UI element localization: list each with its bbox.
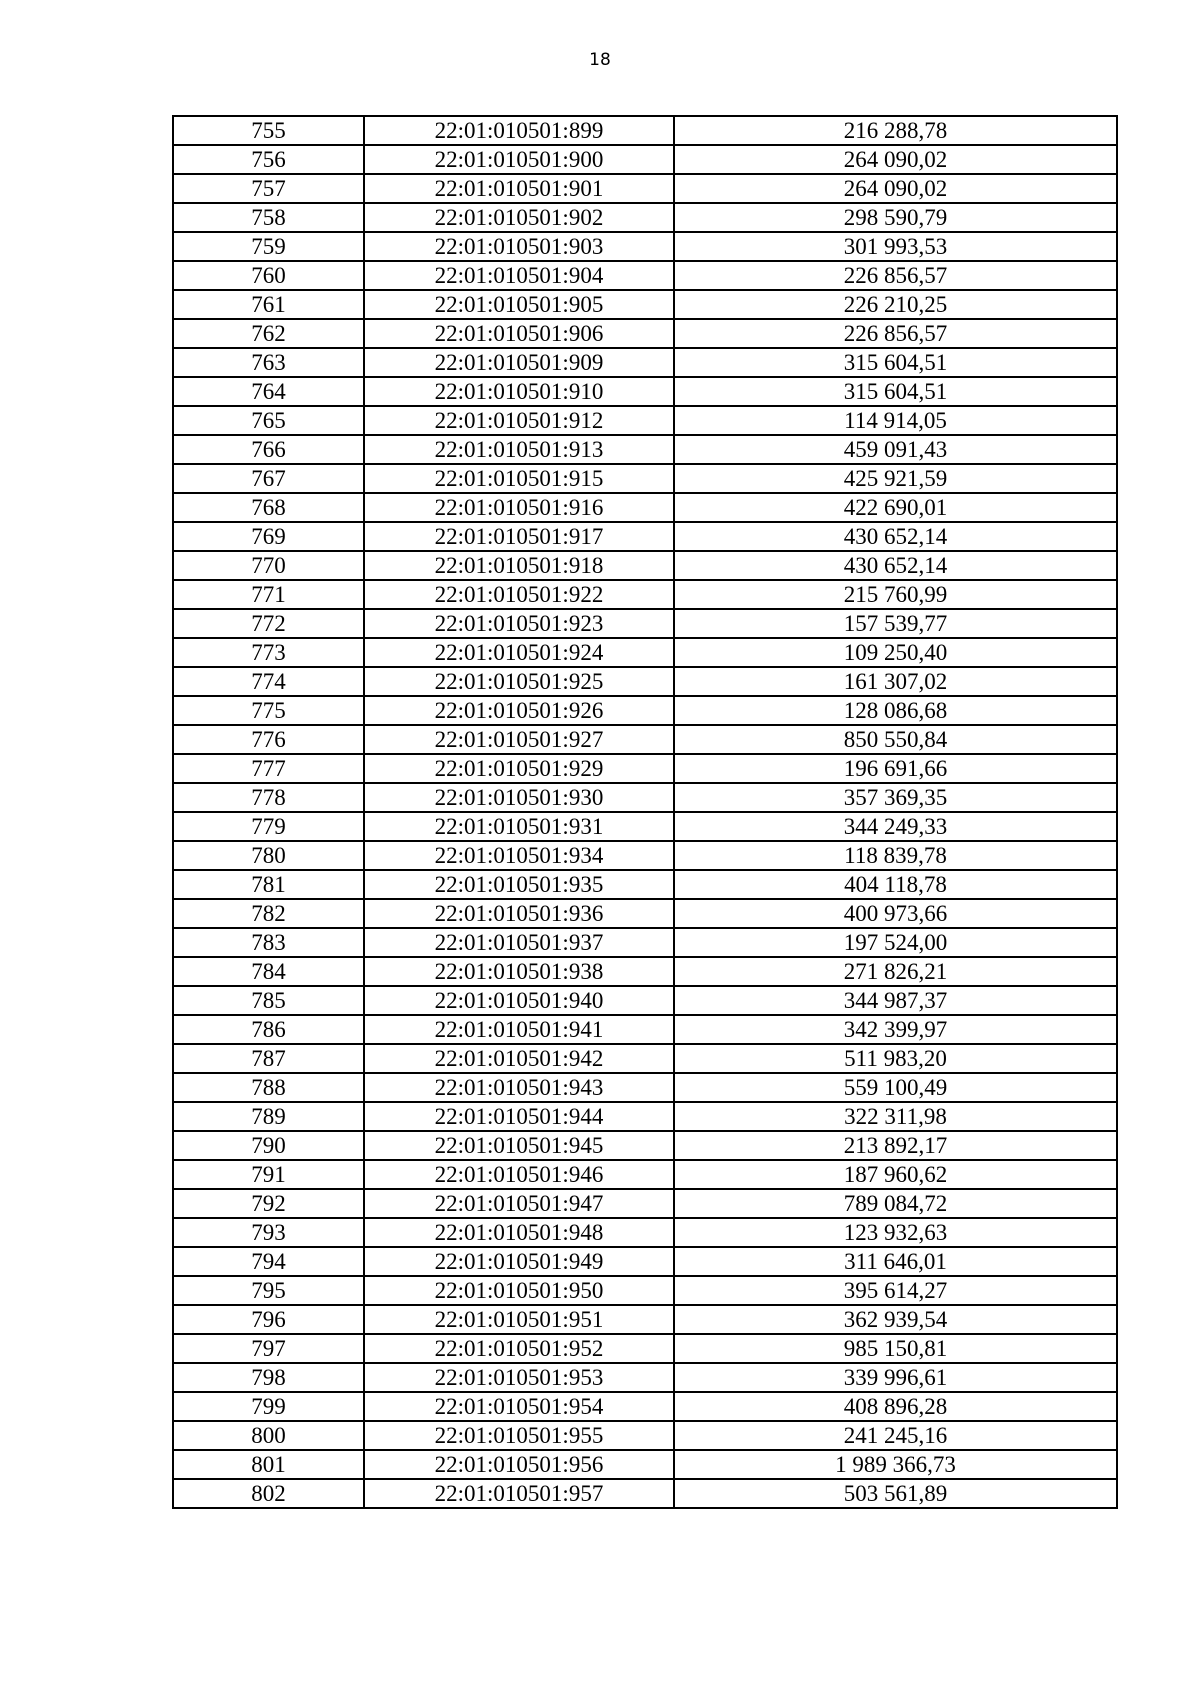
table-row	[173, 435, 1117, 464]
table-row	[173, 957, 1117, 986]
cadastral-value-cell: 271 826,21	[674, 957, 1117, 986]
cadastral-number-cell: 22:01:010501:912	[364, 406, 674, 435]
table-row	[173, 754, 1117, 783]
cadastral-number-cell: 22:01:010501:936	[364, 899, 674, 928]
table-row	[173, 1160, 1117, 1189]
table-row	[173, 1015, 1117, 1044]
cadastral-value-cell: 264 090,02	[674, 145, 1117, 174]
table-row	[173, 638, 1117, 667]
table-row	[173, 928, 1117, 957]
row-number-cell: 782	[173, 899, 364, 928]
row-number-cell: 796	[173, 1305, 364, 1334]
cadastral-value-cell: 503 561,89	[674, 1479, 1117, 1508]
table-row	[173, 232, 1117, 261]
row-number-cell: 801	[173, 1450, 364, 1479]
row-number-cell: 799	[173, 1392, 364, 1421]
cadastral-number-cell: 22:01:010501:904	[364, 261, 674, 290]
cadastral-value-cell: 425 921,59	[674, 464, 1117, 493]
table-row	[173, 1218, 1117, 1247]
row-number-cell: 773	[173, 638, 364, 667]
cadastral-number-cell: 22:01:010501:952	[364, 1334, 674, 1363]
cadastral-number-cell: 22:01:010501:929	[364, 754, 674, 783]
cadastral-number-cell: 22:01:010501:947	[364, 1189, 674, 1218]
table-row	[173, 1189, 1117, 1218]
row-number-cell: 771	[173, 580, 364, 609]
table-row	[173, 1450, 1117, 1479]
cadastral-value-cell: 213 892,17	[674, 1131, 1117, 1160]
row-number-cell: 765	[173, 406, 364, 435]
cadastral-value-cell: 197 524,00	[674, 928, 1117, 957]
row-number-cell: 778	[173, 783, 364, 812]
cadastral-number-cell: 22:01:010501:951	[364, 1305, 674, 1334]
table-row	[173, 725, 1117, 754]
row-number-cell: 772	[173, 609, 364, 638]
cadastral-number-cell: 22:01:010501:942	[364, 1044, 674, 1073]
table-row	[173, 522, 1117, 551]
cadastral-number-cell: 22:01:010501:957	[364, 1479, 674, 1508]
row-number-cell: 794	[173, 1247, 364, 1276]
row-number-cell: 760	[173, 261, 364, 290]
cadastral-number-cell: 22:01:010501:931	[364, 812, 674, 841]
table-row	[173, 870, 1117, 899]
cadastral-number-cell: 22:01:010501:909	[364, 348, 674, 377]
cadastral-number-cell: 22:01:010501:926	[364, 696, 674, 725]
cadastral-number-cell: 22:01:010501:944	[364, 1102, 674, 1131]
row-number-cell: 784	[173, 957, 364, 986]
cadastral-value-cell: 395 614,27	[674, 1276, 1117, 1305]
table-row	[173, 348, 1117, 377]
table-row	[173, 580, 1117, 609]
cadastral-value-cell: 362 939,54	[674, 1305, 1117, 1334]
cadastral-value-cell: 109 250,40	[674, 638, 1117, 667]
row-number-cell: 785	[173, 986, 364, 1015]
row-number-cell: 770	[173, 551, 364, 580]
cadastral-value-cell: 241 245,16	[674, 1421, 1117, 1450]
row-number-cell: 774	[173, 667, 364, 696]
cadastral-number-cell: 22:01:010501:913	[364, 435, 674, 464]
table-row	[173, 116, 1117, 145]
cadastral-number-cell: 22:01:010501:917	[364, 522, 674, 551]
cadastral-value-cell: 430 652,14	[674, 522, 1117, 551]
cadastral-value-cell: 422 690,01	[674, 493, 1117, 522]
row-number-cell: 789	[173, 1102, 364, 1131]
cadastral-number-cell: 22:01:010501:943	[364, 1073, 674, 1102]
table-row	[173, 1392, 1117, 1421]
table-row	[173, 696, 1117, 725]
table-row	[173, 551, 1117, 580]
row-number-cell: 780	[173, 841, 364, 870]
page-number: 18	[589, 50, 611, 70]
row-number-cell: 797	[173, 1334, 364, 1363]
table-row	[173, 174, 1117, 203]
cadastral-value-cell: 301 993,53	[674, 232, 1117, 261]
row-number-cell: 763	[173, 348, 364, 377]
cadastral-value-cell: 315 604,51	[674, 348, 1117, 377]
row-number-cell: 756	[173, 145, 364, 174]
cadastral-value-cell: 196 691,66	[674, 754, 1117, 783]
row-number-cell: 781	[173, 870, 364, 899]
cadastral-value-cell: 226 856,57	[674, 261, 1117, 290]
cadastral-value-cell: 789 084,72	[674, 1189, 1117, 1218]
cadastral-number-cell: 22:01:010501:948	[364, 1218, 674, 1247]
cadastral-value-cell: 157 539,77	[674, 609, 1117, 638]
cadastral-number-cell: 22:01:010501:935	[364, 870, 674, 899]
cadastral-value-cell: 430 652,14	[674, 551, 1117, 580]
cadastral-value-cell: 459 091,43	[674, 435, 1117, 464]
cadastral-number-cell: 22:01:010501:941	[364, 1015, 674, 1044]
cadastral-number-cell: 22:01:010501:899	[364, 116, 674, 145]
cadastral-value-cell: 226 856,57	[674, 319, 1117, 348]
cadastral-value-cell: 404 118,78	[674, 870, 1117, 899]
cadastral-number-cell: 22:01:010501:925	[364, 667, 674, 696]
row-number-cell: 791	[173, 1160, 364, 1189]
cadastral-value-cell: 226 210,25	[674, 290, 1117, 319]
table-row	[173, 377, 1117, 406]
cadastral-number-cell: 22:01:010501:946	[364, 1160, 674, 1189]
row-number-cell: 769	[173, 522, 364, 551]
table-row	[173, 1421, 1117, 1450]
cadastral-value-cell: 114 914,05	[674, 406, 1117, 435]
row-number-cell: 777	[173, 754, 364, 783]
table-row	[173, 261, 1117, 290]
table-row	[173, 493, 1117, 522]
table-row	[173, 319, 1117, 348]
cadastral-value-cell: 128 086,68	[674, 696, 1117, 725]
row-number-cell: 788	[173, 1073, 364, 1102]
row-number-cell: 786	[173, 1015, 364, 1044]
cadastral-value-cell: 850 550,84	[674, 725, 1117, 754]
cadastral-value-cell: 315 604,51	[674, 377, 1117, 406]
table-row	[173, 1131, 1117, 1160]
table-row	[173, 1334, 1117, 1363]
row-number-cell: 761	[173, 290, 364, 319]
row-number-cell: 790	[173, 1131, 364, 1160]
cadastral-value-cell: 344 987,37	[674, 986, 1117, 1015]
cadastral-number-cell: 22:01:010501:902	[364, 203, 674, 232]
table-row	[173, 464, 1117, 493]
table-row	[173, 1305, 1117, 1334]
table-row	[173, 783, 1117, 812]
cadastral-value-table	[172, 115, 1118, 1509]
cadastral-number-cell: 22:01:010501:916	[364, 493, 674, 522]
cadastral-number-cell: 22:01:010501:945	[364, 1131, 674, 1160]
row-number-cell: 766	[173, 435, 364, 464]
table-body	[173, 116, 1117, 1508]
cadastral-value-cell: 1 989 366,73	[674, 1450, 1117, 1479]
table-row	[173, 1479, 1117, 1508]
table-row	[173, 1276, 1117, 1305]
row-number-cell: 787	[173, 1044, 364, 1073]
table-row	[173, 1363, 1117, 1392]
table-row	[173, 986, 1117, 1015]
cadastral-value-cell: 408 896,28	[674, 1392, 1117, 1421]
cadastral-number-cell: 22:01:010501:906	[364, 319, 674, 348]
row-number-cell: 768	[173, 493, 364, 522]
row-number-cell: 793	[173, 1218, 364, 1247]
row-number-cell: 775	[173, 696, 364, 725]
cadastral-number-cell: 22:01:010501:937	[364, 928, 674, 957]
table-row	[173, 841, 1117, 870]
cadastral-number-cell: 22:01:010501:910	[364, 377, 674, 406]
cadastral-value-cell: 339 996,61	[674, 1363, 1117, 1392]
cadastral-value-cell: 322 311,98	[674, 1102, 1117, 1131]
cadastral-number-cell: 22:01:010501:923	[364, 609, 674, 638]
table-row	[173, 667, 1117, 696]
row-number-cell: 767	[173, 464, 364, 493]
table-row	[173, 1044, 1117, 1073]
cadastral-value-cell: 264 090,02	[674, 174, 1117, 203]
cadastral-value-cell: 311 646,01	[674, 1247, 1117, 1276]
cadastral-value-cell: 400 973,66	[674, 899, 1117, 928]
cadastral-number-cell: 22:01:010501:954	[364, 1392, 674, 1421]
cadastral-number-cell: 22:01:010501:900	[364, 145, 674, 174]
cadastral-value-cell: 985 150,81	[674, 1334, 1117, 1363]
cadastral-value-cell: 123 932,63	[674, 1218, 1117, 1247]
table-row	[173, 1102, 1117, 1131]
row-number-cell: 759	[173, 232, 364, 261]
table-row	[173, 290, 1117, 319]
row-number-cell: 802	[173, 1479, 364, 1508]
cadastral-value-cell: 357 369,35	[674, 783, 1117, 812]
row-number-cell: 795	[173, 1276, 364, 1305]
cadastral-number-cell: 22:01:010501:940	[364, 986, 674, 1015]
cadastral-number-cell: 22:01:010501:949	[364, 1247, 674, 1276]
row-number-cell: 800	[173, 1421, 364, 1450]
cadastral-number-cell: 22:01:010501:938	[364, 957, 674, 986]
cadastral-number-cell: 22:01:010501:922	[364, 580, 674, 609]
cadastral-number-cell: 22:01:010501:903	[364, 232, 674, 261]
cadastral-value-cell: 344 249,33	[674, 812, 1117, 841]
cadastral-value-cell: 511 983,20	[674, 1044, 1117, 1073]
cadastral-value-cell: 215 760,99	[674, 580, 1117, 609]
cadastral-value-cell: 298 590,79	[674, 203, 1117, 232]
cadastral-number-cell: 22:01:010501:915	[364, 464, 674, 493]
table-row	[173, 406, 1117, 435]
cadastral-number-cell: 22:01:010501:930	[364, 783, 674, 812]
row-number-cell: 783	[173, 928, 364, 957]
table-row	[173, 1247, 1117, 1276]
cadastral-value-cell: 118 839,78	[674, 841, 1117, 870]
row-number-cell: 776	[173, 725, 364, 754]
table-row	[173, 609, 1117, 638]
row-number-cell: 755	[173, 116, 364, 145]
row-number-cell: 757	[173, 174, 364, 203]
cadastral-number-cell: 22:01:010501:934	[364, 841, 674, 870]
row-number-cell: 758	[173, 203, 364, 232]
table-row	[173, 899, 1117, 928]
table-row	[173, 203, 1117, 232]
row-number-cell: 762	[173, 319, 364, 348]
cadastral-number-cell: 22:01:010501:924	[364, 638, 674, 667]
cadastral-number-cell: 22:01:010501:918	[364, 551, 674, 580]
cadastral-number-cell: 22:01:010501:956	[364, 1450, 674, 1479]
cadastral-value-cell: 161 307,02	[674, 667, 1117, 696]
row-number-cell: 798	[173, 1363, 364, 1392]
cadastral-number-cell: 22:01:010501:955	[364, 1421, 674, 1450]
cadastral-value-cell: 187 960,62	[674, 1160, 1117, 1189]
row-number-cell: 764	[173, 377, 364, 406]
cadastral-value-cell: 559 100,49	[674, 1073, 1117, 1102]
table-row	[173, 812, 1117, 841]
table-row	[173, 1073, 1117, 1102]
cadastral-value-cell: 342 399,97	[674, 1015, 1117, 1044]
cadastral-number-cell: 22:01:010501:950	[364, 1276, 674, 1305]
cadastral-number-cell: 22:01:010501:953	[364, 1363, 674, 1392]
cadastral-value-cell: 216 288,78	[674, 116, 1117, 145]
cadastral-number-cell: 22:01:010501:901	[364, 174, 674, 203]
row-number-cell: 779	[173, 812, 364, 841]
cadastral-number-cell: 22:01:010501:905	[364, 290, 674, 319]
row-number-cell: 792	[173, 1189, 364, 1218]
cadastral-number-cell: 22:01:010501:927	[364, 725, 674, 754]
table-row	[173, 145, 1117, 174]
